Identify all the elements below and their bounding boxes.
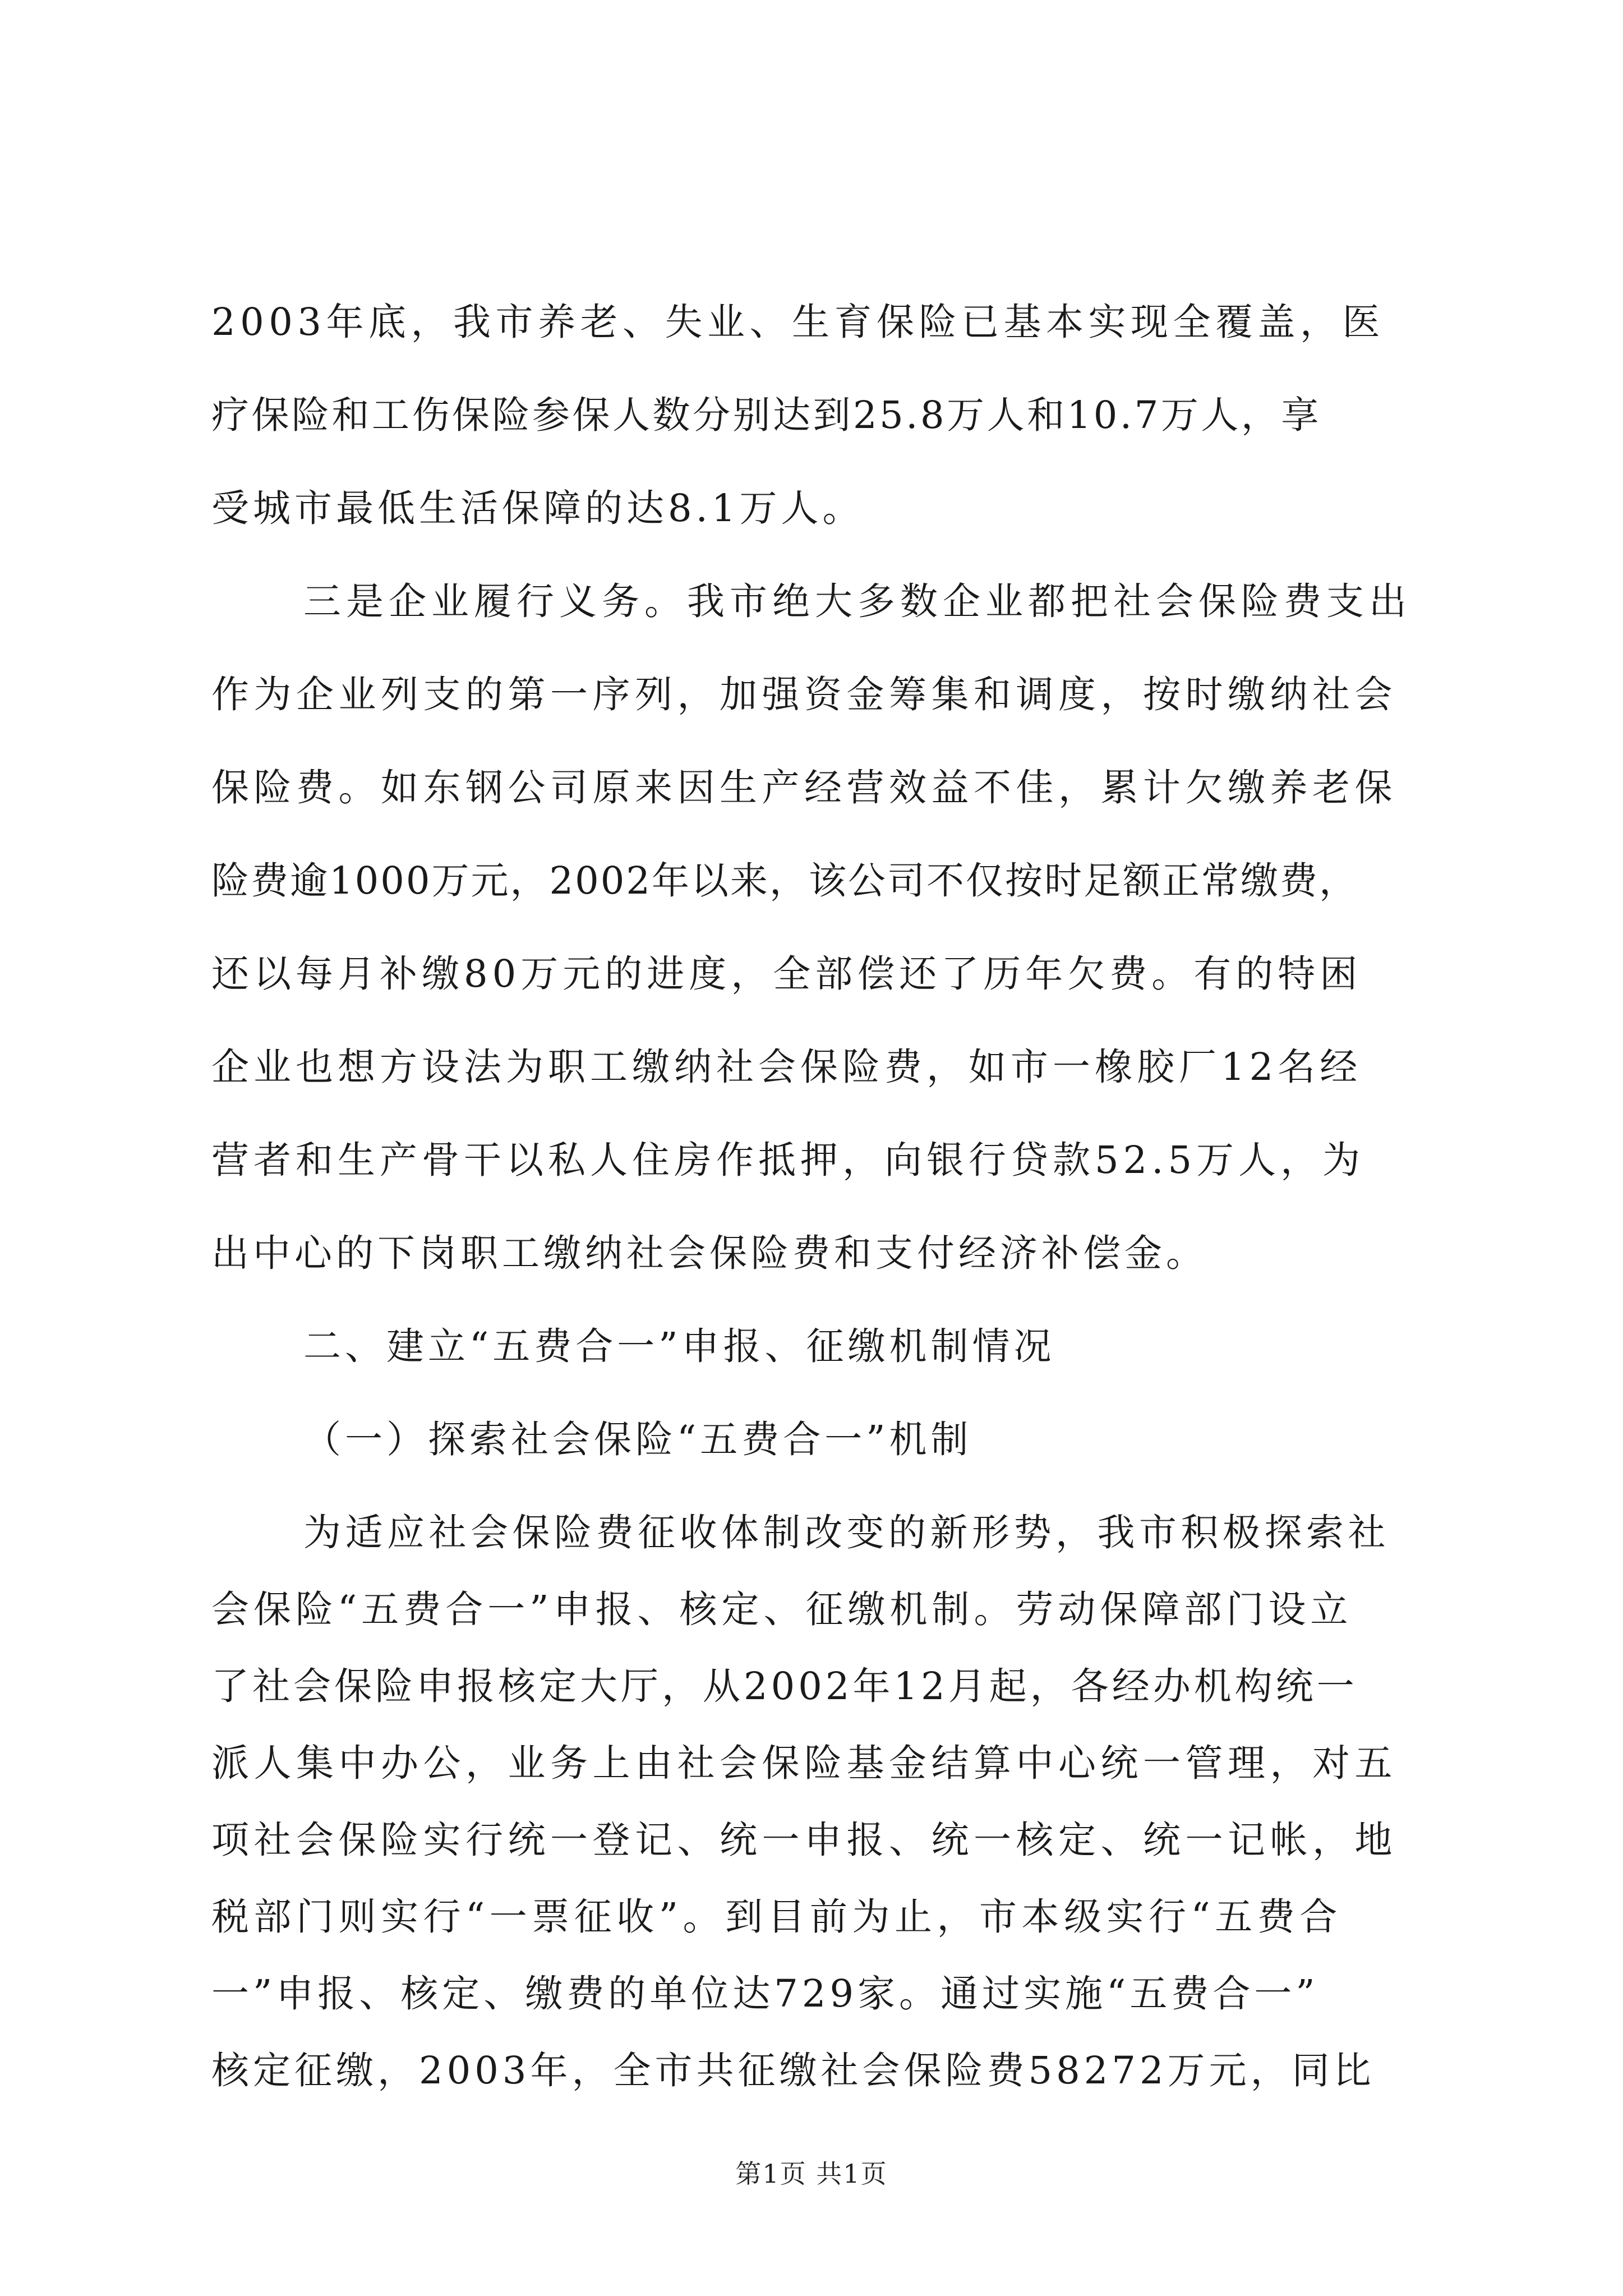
paragraph-3-line-7: 一”申报、核定、缴费的单位达729家。通过实施“五费合一” xyxy=(211,1972,1319,2016)
paragraph-2-line-8: 出中心的下岗职工缴纳社会保险费和支付经济补偿金。 xyxy=(211,1231,1207,1275)
paragraph-2-line-6: 企业也想方设法为职工缴纳社会保险费，如市一橡胶厂12名经 xyxy=(211,1045,1362,1089)
paragraph-3-line-1: 为适应社会保险费征收体制改变的新形势，我市积极探索社 xyxy=(303,1511,1390,1554)
paragraph-2-line-3: 保险费。如东钢公司原来因生产经营效益不佳，累计欠缴养老保 xyxy=(211,766,1397,809)
paragraph-3-line-8: 核定征缴，2003年，全市共征缴社会保险费58272万元，同比 xyxy=(211,2049,1375,2092)
paragraph-1-line-2: 疗保险和工伤保险参保人数分别达到25.8万人和10.7万人，享 xyxy=(211,393,1321,437)
paragraph-3-line-4: 派人集中办公，业务上由社会保险基金结算中心统一管理，对五 xyxy=(211,1741,1397,1785)
page-number-footer: 第1页 共1页 xyxy=(735,2159,888,2189)
paragraph-2-line-2: 作为企业列支的第一序列，加强资金筹集和调度，按时缴纳社会 xyxy=(211,673,1397,716)
paragraph-3-line-2: 会保险“五费合一”申报、核定、征缴机制。劳动保障部门设立 xyxy=(211,1588,1353,1631)
subsection-heading: （一）探索社会保险“五费合一”机制 xyxy=(303,1418,972,1461)
paragraph-3-line-5: 项社会保险实行统一登记、统一申报、统一核定、统一记帐，地 xyxy=(211,1818,1397,1862)
paragraph-2-line-5: 还以每月补缴80万元的进度，全部偿还了历年欠费。有的特困 xyxy=(211,952,1362,996)
paragraph-3-line-3: 了社会保险申报核定大厅，从2002年12月起，各经办机构统一 xyxy=(211,1664,1358,1708)
paragraph-1-line-3: 受城市最低生活保障的达8.1万人。 xyxy=(211,486,864,530)
paragraph-2-line-4: 险费逾1000万元，2002年以来，该公司不仅按时足额正常缴费， xyxy=(211,859,1359,903)
section-heading: 二、建立“五费合一”申报、征缴机制情况 xyxy=(303,1324,1055,1368)
paragraph-2-line-1: 三是企业履行义务。我市绝大多数企业都把社会保险费支出 xyxy=(303,579,1412,623)
paragraph-2-line-7: 营者和生产骨干以私人住房作抵押，向银行贷款52.5万人，为 xyxy=(211,1138,1365,1182)
paragraph-3-line-6: 税部门则实行“一票征收”。到目前为止，市本级实行“五费合 xyxy=(211,1895,1342,1939)
paragraph-1-line-1: 2003年底，我市养老、失业、生育保险已基本实现全覆盖，医 xyxy=(211,300,1385,344)
